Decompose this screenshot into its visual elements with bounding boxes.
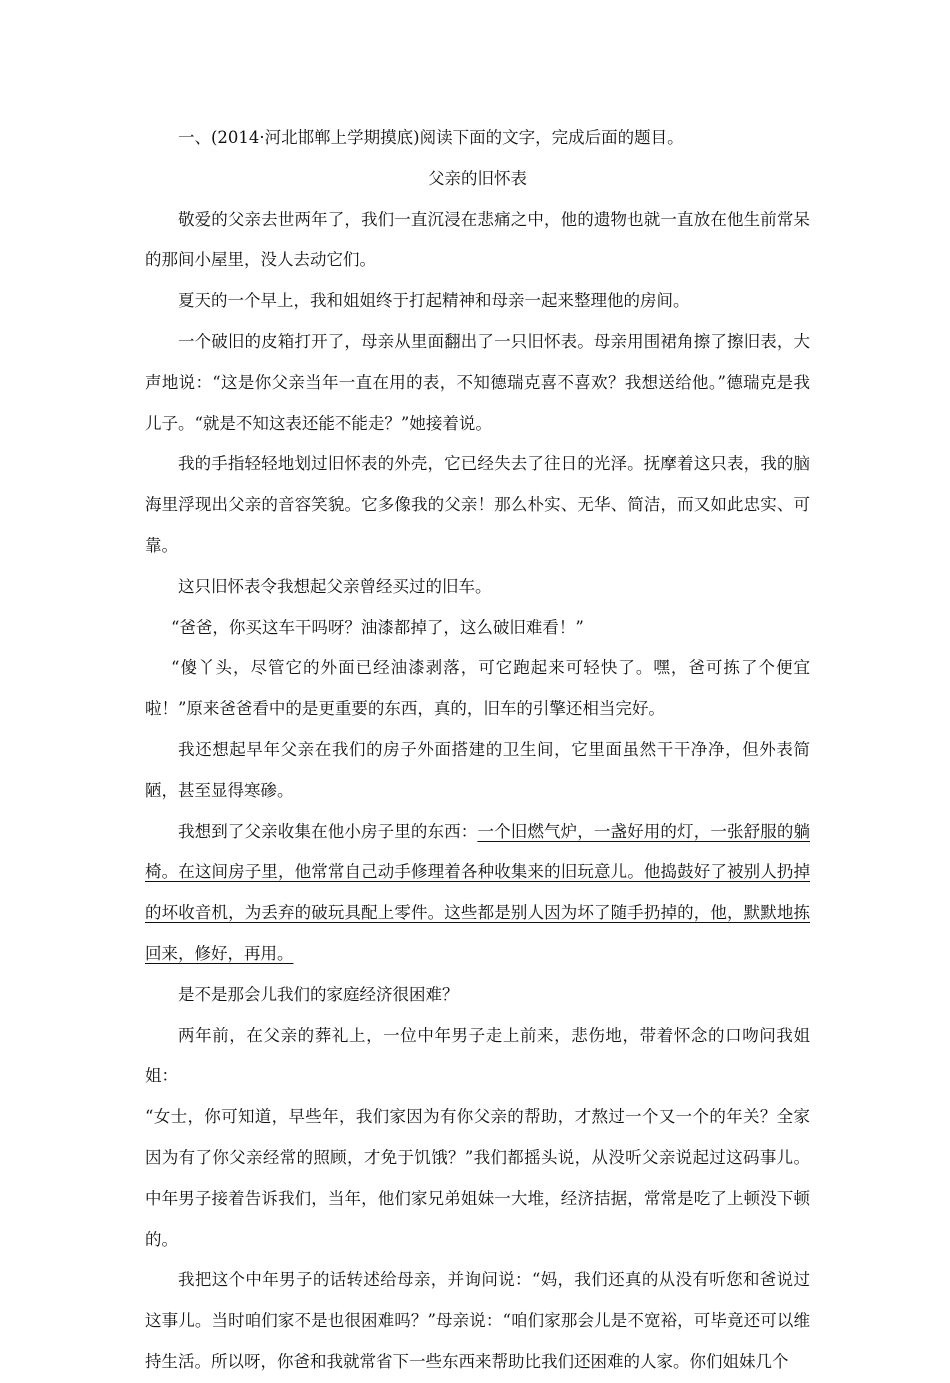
paragraph-10: 是不是那会儿我们的家庭经济很困难？ xyxy=(178,984,459,1004)
paragraph-7: “傻丫头，尽管它的外面已经油漆剥落，可它跑起来可轻快了。嘿，爸可拣了个便宜啦！”原来爸爸看中的是更重要的东西，真的，旧车的引擎还相当完好。 xyxy=(145,658,810,719)
paragraph-9 xyxy=(145,812,810,975)
underlined-passage: 一个旧燃气炉，一盏好用的灯，一张舒服的躺椅。在这间房子里，他常常自己动手修理着各种收集来的旧玩意儿。他捣鼓好了被别人扔掉的坏收音机，为丢弃的破玩具配上零件。这些都是别人因为坏了随手扔掉的，他，默默地拣回来，修好，再用。 xyxy=(145,821,811,963)
paragraph-9-prefix: 我想到了父亲收集在他小房子里的东西： xyxy=(178,821,478,841)
paragraph-1: 敬爱的父亲去世两年了，我们一直沉浸在悲痛之中，他的遗物也就一直放在他生前常呆的那间小屋里，没人去动它们。 xyxy=(145,209,810,270)
paragraph-3: 一个破旧的皮箱打开了，母亲从里面翻出了一只旧怀表。母亲用围裙角擦了擦旧表，大声地说：“这是你父亲当年一直在用的表，不知德瑞克喜不喜欢？我想送给他。”德瑞克是我儿子。“就是不知这表还能不能走？”她接着说。 xyxy=(145,331,810,433)
paragraph-6: “爸爸，你买这车干吗呀？油漆都掉了，这么破旧难看！” xyxy=(171,617,584,637)
paragraph-5: 这只旧怀表令我想起父亲曾经买过的旧车。 xyxy=(178,576,492,596)
document-page xyxy=(145,118,810,1383)
article-title: 父亲的旧怀表 xyxy=(428,168,527,188)
paragraph-11: 两年前，在父亲的葬礼上，一位中年男子走上前来，悲伤地，带着怀念的口吻问我姐姐： xyxy=(145,1025,810,1086)
paragraph-12: “女士，你可知道，早些年，我们家因为有你父亲的帮助，才熬过一个又一个的年关？全家因为有了你父亲经常的照顾，才免于饥饿？”我们都摇头说，从没听父亲说起过这码事儿。中年男子接着告诉我们，当年，他们家兄弟姐妹一大堆，经济拮据，常常是吃了上顿没下顿的。 xyxy=(145,1107,810,1249)
paragraph-2: 夏天的一个早上，我和姐姐终于打起精神和母亲一起来整理他的房间。 xyxy=(178,291,690,311)
paragraph-13: 我把这个中年男子的话转述给母亲，并询问说：“妈，我们还真的从没有听您和爸说过这事儿。当时咱们家不是也很困难吗？”母亲说：“咱们家那会儿是不宽裕，可毕竟还可以维持生活。所以呀，你爸和我就常省下一些东西来帮助比我们还困难的人家。你们姐妹几个 xyxy=(145,1270,810,1371)
paragraph-8: 我还想起早年父亲在我们的房子外面搭建的卫生间，它里面虽然干干净净，但外表简陋，甚至显得寒碜。 xyxy=(145,739,810,800)
question-heading: 一、(2014·河北邯郸上学期摸底)阅读下面的文字，完成后面的题目。 xyxy=(178,128,684,147)
paragraph-4: 我的手指轻轻地划过旧怀表的外壳，它已经失去了往日的光泽。抚摩着这只表，我的脑海里浮现出父亲的音容笑貌。它多像我的父亲！那么朴实、无华、简洁，而又如此忠实、可靠。 xyxy=(145,454,810,555)
